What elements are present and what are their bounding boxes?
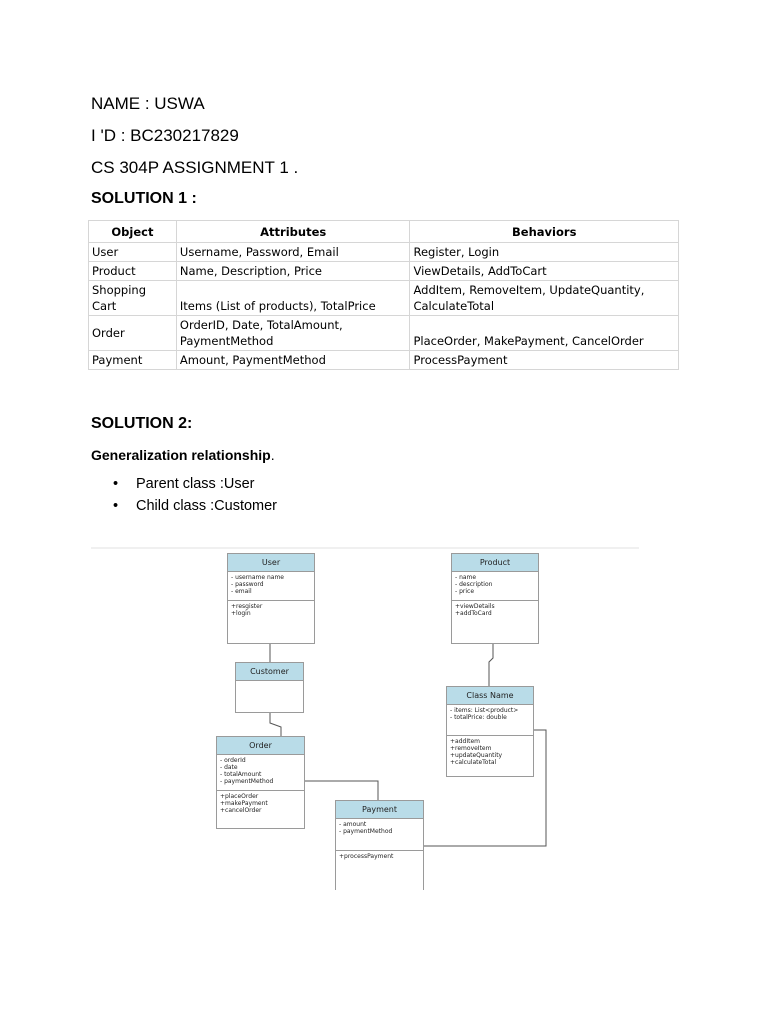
method: +removeItem [450,745,492,752]
object-cell: Payment [89,351,177,370]
method: +viewDetails [455,603,495,610]
attribute: - totalAmount [220,771,262,778]
attribute: - paymentMethod [339,828,393,835]
method: +makePayment [220,800,268,807]
attribute: - username name [231,574,284,581]
class-order-attributes [217,755,304,790]
class-customer-name: Customer [236,663,303,681]
behaviors-cell: ProcessPayment [410,351,679,370]
behaviors-cell: AddItem, RemoveItem, UpdateQuantity, CalculateTotal [410,281,679,316]
relationship-title: Generalization relationship [91,447,271,463]
object-cell: Shopping Cart [89,281,177,316]
method: +cancelOrder [220,807,262,814]
class-user-attributes [228,572,314,600]
connector-customer-order [270,712,281,736]
class-shopping-cart [446,686,534,777]
attribute: - items: List<product> [450,707,519,714]
class-user-methods [228,600,314,619]
object-cell: Product [89,262,177,281]
behaviors-cell: PlaceOrder, MakePayment, CancelOrder [410,316,679,351]
attributes-cell: Username, Password, Email [176,243,410,262]
class-user-name: User [228,554,314,572]
class-product-methods [452,600,538,619]
behaviors-cell: ViewDetails, AddToCart [410,262,679,281]
connector-order-payment [303,781,378,800]
method: +resgister [231,603,263,610]
list-item-text: Child class :Customer [136,498,278,514]
solution-2-heading: SOLUTION 2: [91,415,193,432]
method: +processPayment [339,853,394,860]
student-id: I 'D : BC230217829 [91,126,239,145]
class-product-name: Product [452,554,538,572]
attribute: - email [231,588,252,595]
object-cell: Order [89,316,177,351]
bullet-icon: • [113,476,119,492]
attribute: - name [455,574,477,581]
attribute: - totalPrice: double [450,714,507,721]
method: +placeOrder [220,793,259,800]
behaviors-cell: Register, Login [410,243,679,262]
attributes-cell: Name, Description, Price [176,262,410,281]
list-item-text: Parent class :User [136,476,255,492]
attribute: - amount [339,821,367,828]
method: +updateQuantity [450,752,503,759]
column-header-behaviors: Behaviors [410,221,679,243]
class-product-attributes [452,572,538,600]
column-header-object: Object [89,221,177,243]
class-order-methods [217,790,304,816]
attributes-cell: Items (List of products), TotalPrice [176,281,410,316]
attribute: - price [455,588,475,595]
class-payment-name: Payment [336,801,423,819]
attribute: - date [220,764,238,771]
class-user [227,553,315,644]
connector-product-cart [489,643,493,686]
class-cart-methods [447,735,533,768]
method: +login [231,610,251,617]
attribute: - password [231,581,264,588]
solution-1-heading: SOLUTION 1 : [91,190,197,207]
class-order [216,736,305,829]
class-product [451,553,539,644]
class-payment-methods [336,850,423,862]
method: +calculateTotal [450,759,497,766]
attribute: - paymentMethod [220,778,274,785]
attributes-cell: Amount, PaymentMethod [176,351,410,370]
method: +addToCard [455,610,492,617]
attribute: - description [455,581,493,588]
bullet-icon: • [113,498,119,514]
relationship-suffix: . [270,447,275,463]
class-order-name: Order [217,737,304,755]
attribute: - orderId [220,757,246,764]
class-payment-attributes [336,819,423,850]
class-customer [235,662,304,713]
class-cart-name: Class Name [447,687,533,705]
class-payment [335,800,424,890]
student-name: NAME : USWA [91,94,205,113]
column-header-attributes: Attributes [176,221,410,243]
class-cart-attributes [447,705,533,735]
object-cell: User [89,243,177,262]
method: +addItem [450,738,480,745]
assignment-title: CS 304P ASSIGNMENT 1 . [91,158,299,177]
attributes-cell: OrderID, Date, TotalAmount, PaymentMethod [176,316,410,351]
